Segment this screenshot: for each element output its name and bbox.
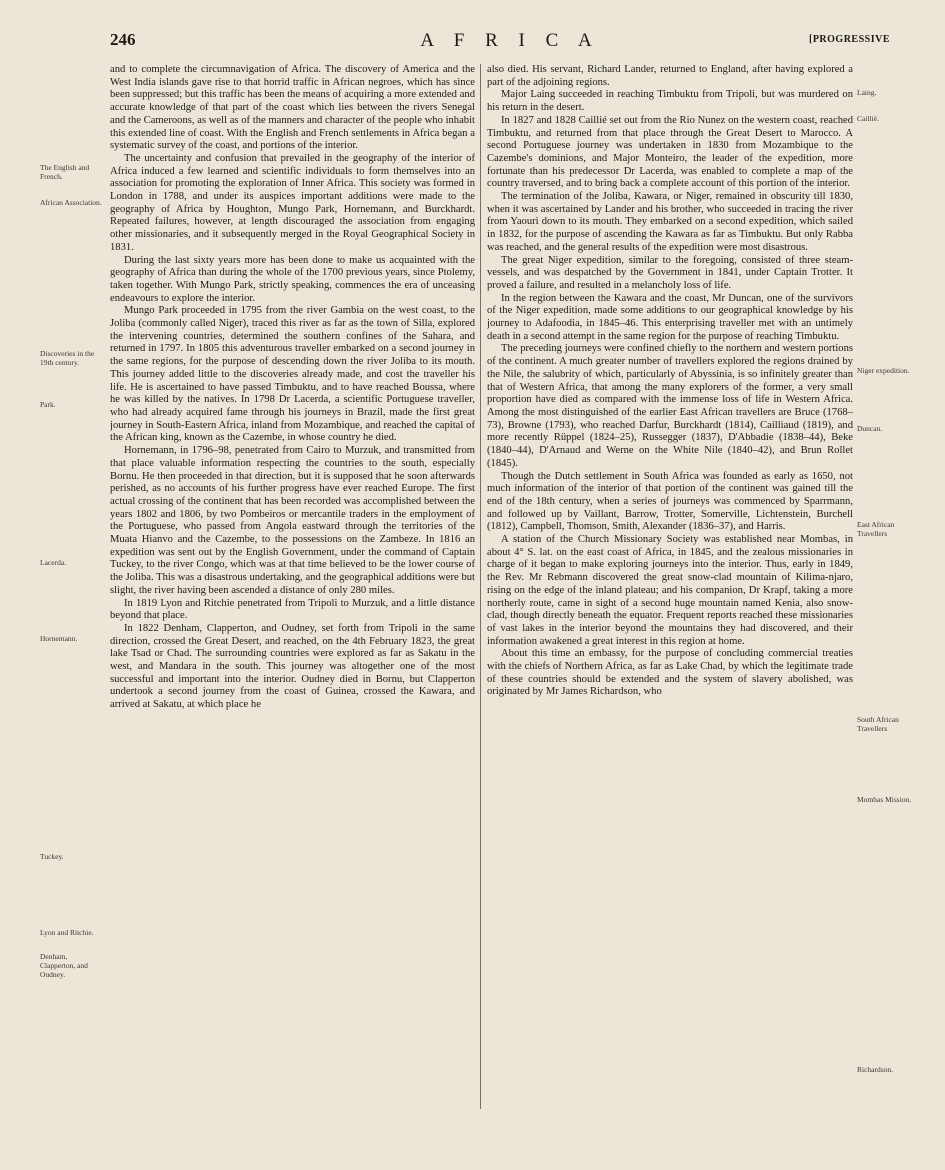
margin-note: East African Travellers xyxy=(857,520,895,538)
paragraph: During the last sixty years more has been done to make us acquainted with the geography of Africa than during the whole of the 1700 previous years, since Ptolemy, taken together. With Mungo Park, strictly speaking, commences the era of unceasing endeavours to explore the interior. xyxy=(110,254,475,304)
running-section-tag: [PROGRESSIVE xyxy=(808,34,890,45)
margin-note: Park. xyxy=(40,400,56,409)
right-column xyxy=(487,64,853,1109)
margin-note: African Association. xyxy=(40,198,102,207)
running-title: A F R I C A xyxy=(420,30,600,51)
margin-note: Laing. xyxy=(857,88,877,97)
margin-note: Mombas Mission. xyxy=(857,795,912,804)
paragraph: The great Niger expedition, similar to the foregoing, consisted of three steam-vessels, and was despatched by the Government in 1841, under Captain Trotter. It proved a failure, and resulted in a melancholy loss of life. xyxy=(487,254,853,291)
paragraph: In the region between the Kawara and the coast, Mr Duncan, one of the survivors of the Niger expedition, made some additions to our geographical knowledge by his journey to Adafoodia, in 1845–46. This enterprising traveller met with an untimely death in a second attempt in the same region for the purpose of reaching Timbuktu. xyxy=(487,292,853,342)
paragraph: Hornemann, in 1796–98, penetrated from Cairo to Murzuk, and transmitted from that place valuable information respecting the countries to the south, especially Bornu. He then proceeded in that direction, but it is supposed that he soon afterwards perished, as no accounts of his further progress have ever reached Europe. The first actual crossing of the continent that has been recorded was accomplished between the years 1802 and 1806, by two Pombeiros or mercantile traders in the employment of the Portuguese, who passed from Angola eastward through the territories of the Muata Hianvo and the Cazembe, to the possessions on the Zambeze. In 1816 an expedition was sent out by the English Government, under the command of Captain Tuckey, to the river Congo, which was at that time believed to be the lower course of the Joliba. This was a disastrous undertaking, and the geographical additions were but slight, the river having been ascended a distance of only 280 miles. xyxy=(110,445,475,596)
margin-note: Denham, Clapperton, and Oudney. xyxy=(40,952,88,979)
paragraph: Though the Dutch settlement in South Africa was founded as early as 1650, not much information of the interior of that portion of the continent was gained till the end of the 18th century, when a series of journeys was commenced by Sparrmann, and followed up by Vaillant, Barrow, Trotter, Somerville, Lichtenstein, Burchell (1812), Campbell, Thomson, Smith, Alexander (1836–37), and Harris. xyxy=(487,470,853,533)
margin-note: Duncan. xyxy=(857,424,883,433)
paragraph: The uncertainty and confusion that prevailed in the geography of the interior of Africa induced a few learned and scientific individuals to form themselves into an association for promoting the exploration of Inner Africa. This society was formed in London in 1788, and under its auspices important additions were made to the geography of Africa by Houghton, Mungo Park, Hornemann, and Burckhardt. Repeated failures, however, at length discouraged the association from engaging other missionaries, and it subsequently merged in the Royal Geographical Society in 1831. xyxy=(110,152,475,253)
margin-note: The English and French. xyxy=(40,163,90,181)
margin-note: Richardson. xyxy=(857,1065,894,1074)
column-rule xyxy=(480,64,481,1109)
paragraph: A station of the Church Missionary Society was established near Mombas, in about 4° S. lat. on the east coast of Africa, in 1845, and the zealous missionaries in charge of it began to make exploring journeys into the interior. Thus, early in 1849, the Rev. Mr Rebmann discovered the great snow-clad mountain of Kilima-njaro, rising on the edge of the inland plateau; and his companion, Dr Krapf, taking a more northerly route, came in sight of a second huge mountain named Kenia, also snow-clad, though directly beneath the equator. Frequent reports reached these missionaries of vast lakes in the interior beyond the mountains they had discovered, and their information awakened a great interest in this region at home. xyxy=(487,534,853,647)
running-header xyxy=(110,30,890,60)
paragraph: Mungo Park proceeded in 1795 from the river Gambia on the west coast, to the Joliba (commonly called Niger), traced this river as far as the town of Silla, explored the intervening countries, determined the southern confines of the Sahara, and returned in 1797. In 1805 this adventurous traveller embarked on a second journey in the same regions, for the purpose of descending down the river Joliba to its mouth. This journey added little to the discoveries already made, and cost the traveller his life. He is ascertained to have passed Timbuktu, and to have reached Boussa, where he was killed by the natives. In 1798 Dr Lacerda, a scientific Portuguese traveller, who had already acquired fame through his journeys in Brazil, made the first great journey in South-Eastern Africa, inland from Mozambique, and reached the capital of the African king, known as the Cazembe, in whose country he died. xyxy=(110,305,475,444)
paragraph: In 1822 Denham, Clapperton, and Oudney, set forth from Tripoli in the same direction, crossed the Great Desert, and reached, on the 4th February 1823, the great lake Tsad or Chad. The surrounding countries were explored as far as Sakatu in the west, and Mandara in the south. This journey was altogether one of the most successful and important into the interior. Oudney died in Bornu, but Clapperton undertook a second journey from the coast of Guinea, crossed the Kawara, and arrived at Sakatu, at which place he xyxy=(110,622,475,711)
left-column xyxy=(110,64,475,1109)
margin-note: South African Travellers xyxy=(857,715,899,733)
paragraph: In 1819 Lyon and Ritchie penetrated from Tripoli to Murzuk, and a little distance beyond that place. xyxy=(110,597,475,622)
paragraph: In 1827 and 1828 Caillié set out from the Rio Nunez on the western coast, reached Timbuktu, and returned from that place through the Great Desert to Marocco. A second Portuguese journey was undertaken in 1830 from Mozambique to the Cazembe's dominions, and Major Monteiro, the leader of the expedition, more fortunate than his predecessor Dr Lacerda, was enabled to complete a map of the country traversed, and to bring back a complete account of this portion of the interior. xyxy=(487,114,853,190)
paragraph: About this time an embassy, for the purpose of concluding commercial treaties with the chiefs of Northern Africa, as far as Lake Chad, by which the legitimate trade of these countries should be extended and the system of slavery abolished, was originated by Mr James Richardson, who xyxy=(487,648,853,698)
paragraph: also died. His servant, Richard Lander, returned to England, after having explored a part of the adjoining regions. xyxy=(487,64,853,88)
paragraph: and to complete the circumnavigation of Africa. The discovery of America and the West India islands gave rise to that horrid traffic in African negroes, which has since been suppressed; but this traffic has been the means of acquiring a more extended and accurate knowledge of that part of the coast which lies between the rivers Senegal and the Cameroons, as well as of the manners and character of the people who inhabit this extended line of coast. With the English and French settlements in Africa began a systematic survey of the coast, and portions of the interior. xyxy=(110,64,475,152)
margin-note: Caillié. xyxy=(857,114,879,123)
margin-note: Lyon and Ritchie. xyxy=(40,928,94,937)
margin-note: Hornemann. xyxy=(40,634,78,643)
margin-note: Tuckey. xyxy=(40,852,64,861)
paragraph: The termination of the Joliba, Kawara, or Niger, remained in obscurity till 1830, when it was ascertained by Lander and his brother, who succeeded in tracing the river from Yaouri down to its mouth. They embarked on a second expedition, which sailed in 1832, for the purpose of ascending the Kawara as far as Timbuktu. But only Rabba was reached, and the general results of the expedition were most disastrous. xyxy=(487,191,853,253)
page-number: 246 xyxy=(110,30,136,49)
paragraph: Major Laing succeeded in reaching Timbuktu from Tripoli, but was murdered on his return in the desert. xyxy=(487,89,853,114)
margin-note: Discoveries in the 19th century. xyxy=(40,349,95,367)
paragraph: The preceding journeys were confined chiefly to the northern and western portions of the continent. A much greater number of travellers explored the regions drained by the Nile, the salubrity of which, particularly of Abyssinia, is so infinitely greater than that of Western Africa, that among the many explorers of the former, a very small proportion have died as compared with the immense loss of life in Western Africa. Among the most distinguished of the earlier East African travellers are Bruce (1768–73), Browne (1793), who reached Darfur, Burckhardt (1814), Cailliaud (1819), and more recently Rüppel (1824–25), Russegger (1837), D'Abbadie (1838–44), Beke (1840–44), D'Arnaud and Werne on the White Nile (1840–42), and Brun Rollet (1845). xyxy=(487,343,853,469)
margin-note: Niger expedition. xyxy=(857,366,910,375)
margin-note: Lacerda. xyxy=(40,558,67,567)
